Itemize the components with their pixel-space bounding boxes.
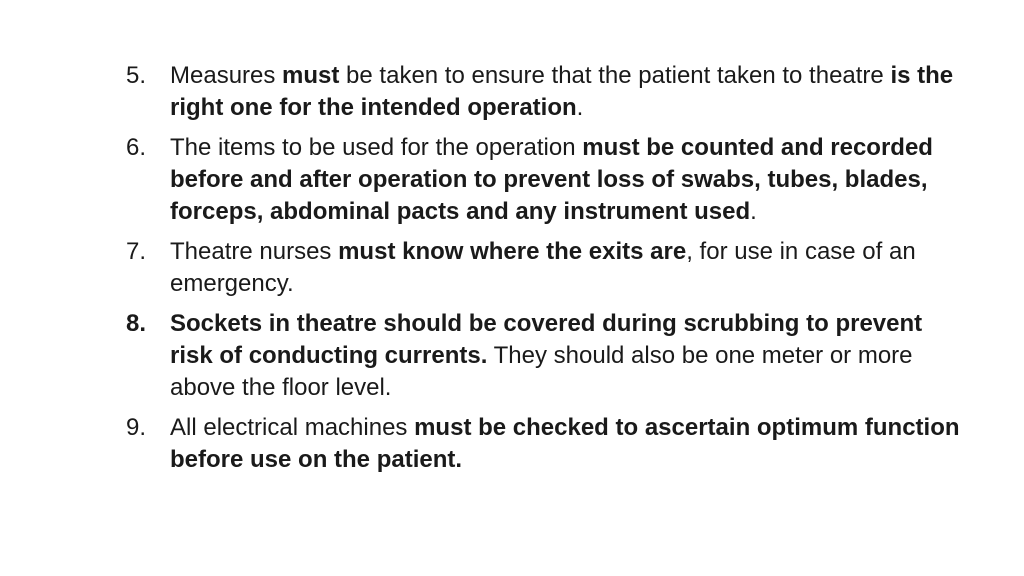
text-segment: Theatre nurses [170,238,339,265]
text-segment: be taken to ensure that the patient taken to theatre [339,62,891,89]
bold-text-segment: must know where the exits are [338,238,687,265]
text-segment: The items to be used for the operation [170,134,583,161]
bold-text-segment: must be counted and recorded before and after operation to prevent loss of swabs, tubes, blades, forceps, abdominal pacts and any instrument used [170,134,933,225]
list-number: 7. [126,238,147,265]
list-item-8 [126,308,966,404]
text-segment: They should also be one meter or more above the floor level. [170,342,913,401]
list-number: 6. [126,134,147,161]
bold-text-segment: must [282,62,340,89]
list-item-6 [126,132,966,228]
list-item-text [170,236,966,300]
list-number: 5. [126,62,147,89]
list-item-5 [126,60,966,124]
list-item-text [170,412,966,476]
list-number: 9. [126,414,147,441]
numbered-list [126,60,966,484]
text-segment: . [750,198,757,225]
text-segment: Measures [170,62,283,89]
bold-text-segment: must be checked to ascertain optimum function before use on the patient. [170,414,960,473]
list-item-text [170,132,966,228]
text-segment: , for use in case of an emergency. [170,238,916,297]
bold-text-segment: Sockets in theatre should be covered during scrubbing to prevent risk of conducting currents. [170,310,923,369]
list-item-text [170,308,966,404]
list-number: 8. [126,310,147,337]
bold-text-segment: is the right one for the intended operation [170,62,954,121]
list-item-9 [126,412,966,476]
list-item-text [170,60,966,124]
list-item-7 [126,236,966,300]
text-segment: All electrical machines [170,414,415,441]
text-segment: . [576,94,584,121]
